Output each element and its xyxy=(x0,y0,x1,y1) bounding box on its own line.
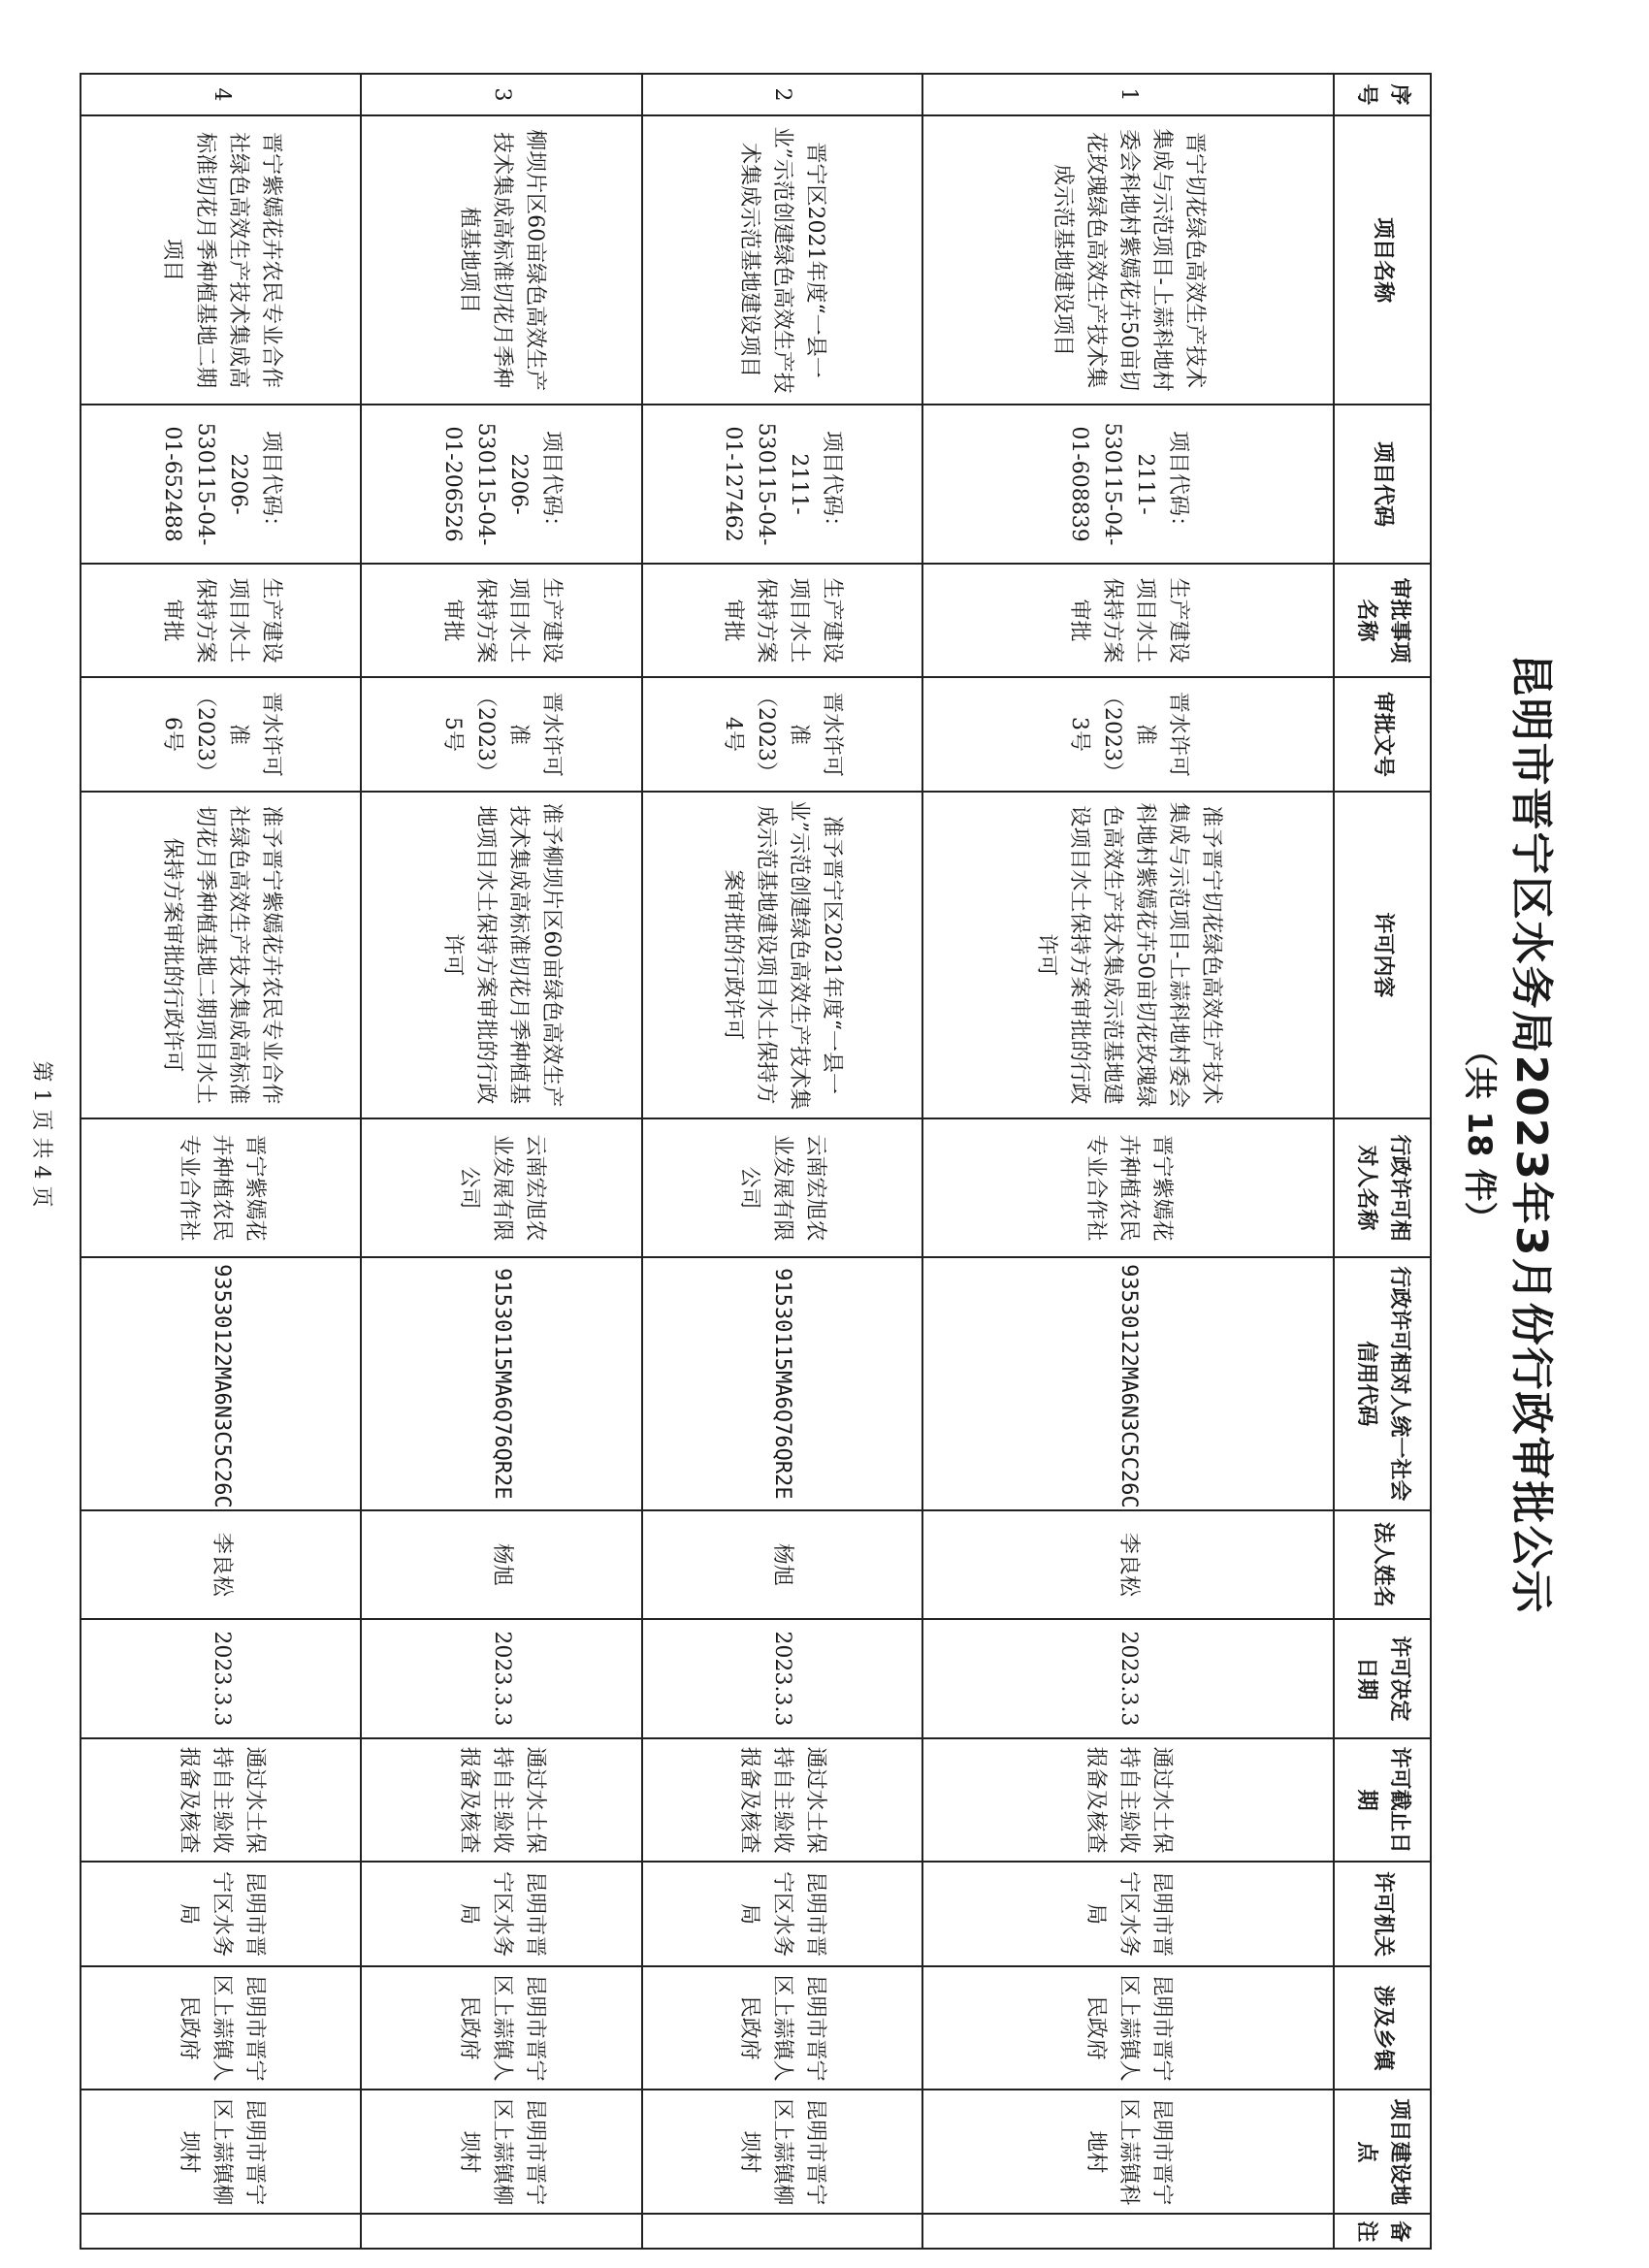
cell-site: 昆明市晋宁区上蒜镇柳坝村 xyxy=(642,2090,922,2214)
cell-note xyxy=(361,2214,641,2249)
cell-note xyxy=(81,2214,361,2249)
cell-party-name: 云南宏旭农业发展有限公司 xyxy=(361,1118,641,1257)
cell-project-code: 项目代码：2111-530115-04-01-608839 xyxy=(922,405,1334,564)
cell-legal-person: 李良松 xyxy=(81,1510,361,1619)
approval-table xyxy=(80,73,1432,2250)
cell-township: 昆明市晋宁区上蒜镇人民政府 xyxy=(642,1966,922,2090)
cell-township: 昆明市晋宁区上蒜镇人民政府 xyxy=(361,1966,641,2090)
col-header-org: 许可机关 xyxy=(1334,1862,1431,1965)
table-row xyxy=(922,74,1334,2249)
cell-approval-item: 生产建设项目水土保持方案审批 xyxy=(81,564,361,678)
table-row xyxy=(81,74,361,2249)
cell-authority: 昆明市晋宁区水务局 xyxy=(642,1862,922,1965)
cell-deadline: 通过水土保持自主验收报备及核查 xyxy=(81,1738,361,1863)
cell-authority: 昆明市晋宁区水务局 xyxy=(81,1862,361,1965)
cell-project-code: 项目代码：2206-530115-04-01-206526 xyxy=(361,405,641,564)
cell-authority: 昆明市晋宁区水务局 xyxy=(361,1862,641,1965)
col-header-date: 许可决定日期 xyxy=(1334,1619,1431,1738)
cell-township: 昆明市晋宁区上蒜镇人民政府 xyxy=(922,1966,1334,2090)
cell-no: 1 xyxy=(922,74,1334,115)
page-footer: 第 1 页 共 4 页 xyxy=(29,1060,53,1208)
cell-township: 昆明市晋宁区上蒜镇人民政府 xyxy=(81,1966,361,2090)
cell-credit-code: 93530122MA6N3C5C26C xyxy=(922,1257,1334,1510)
table-row xyxy=(361,74,641,2249)
cell-approval-doc: 晋水许可准（2023）4号 xyxy=(642,677,922,792)
cell-legal-person: 杨旭 xyxy=(642,1510,922,1619)
col-header-site: 项目建设地点 xyxy=(1334,2090,1431,2214)
col-header-deadline: 许可截止日期 xyxy=(1334,1738,1431,1863)
cell-authority: 昆明市晋宁区水务局 xyxy=(922,1862,1334,1965)
col-header-no: 序号 xyxy=(1334,74,1431,115)
cell-deadline: 通过水土保持自主验收报备及核查 xyxy=(361,1738,641,1863)
cell-note xyxy=(922,2214,1334,2249)
cell-approval-doc: 晋水许可准（2023）5号 xyxy=(361,677,641,792)
cell-no: 3 xyxy=(361,74,641,115)
cell-approval-item: 生产建设项目水土保持方案审批 xyxy=(642,564,922,678)
header-row xyxy=(1334,74,1431,2249)
cell-legal-person: 杨旭 xyxy=(361,1510,641,1619)
col-header-content: 许可内容 xyxy=(1334,792,1431,1118)
cell-deadline: 通过水土保持自主验收报备及核查 xyxy=(922,1738,1334,1863)
cell-site: 昆明市晋宁区上蒜镇科地村 xyxy=(922,2090,1334,2214)
cell-project-name: 晋宁区2021年度“一县一业”示范创建绿色高效生产技术集成示范基地建设项目 xyxy=(642,115,922,405)
cell-project-name: 晋宁切花绿色高效生产技术集成与示范项目-上蒜科地村委会科地村紫嫣花卉50亩切花玫瑰绿色高效生产技术集成示范基地建设项目 xyxy=(922,115,1334,405)
cell-approval-doc: 晋水许可准（2023）6号 xyxy=(81,677,361,792)
cell-credit-code: 93530122MA6N3C5C26C xyxy=(81,1257,361,1510)
cell-permit-content: 准予晋宁切花绿色高效生产技术集成与示范项目-上蒜科地村委会科地村紫嫣花卉50亩切花玫瑰绿色高效生产技术集成示范基地建设项目水土保持方案审批的行政许可 xyxy=(922,792,1334,1118)
cell-decision-date: 2023.3.3 xyxy=(361,1619,641,1738)
cell-party-name: 晋宁紫嫣花卉种植农民专业合作社 xyxy=(922,1118,1334,1257)
cell-project-code: 项目代码：2111-530115-04-01-127462 xyxy=(642,405,922,564)
cell-approval-item: 生产建设项目水土保持方案审批 xyxy=(361,564,641,678)
cell-approval-item: 生产建设项目水土保持方案审批 xyxy=(922,564,1334,678)
cell-permit-content: 准予晋宁区2021年度“一县一业”示范创建绿色高效生产技术集成示范基地建设项目水土保持方案审批的行政许可 xyxy=(642,792,922,1118)
cell-deadline: 通过水土保持自主验收报备及核查 xyxy=(642,1738,922,1863)
cell-project-name: 柳坝片区60亩绿色高效生产技术集成高标准切花月季种植基地项目 xyxy=(361,115,641,405)
col-header-credit: 行政许可相对人统一社会信用代码 xyxy=(1334,1257,1431,1510)
cell-no: 2 xyxy=(642,74,922,115)
cell-project-name: 晋宁紫嫣花卉农民专业合作社绿色高效生产技术集成高标准切花月季种植基地二期项目 xyxy=(81,115,361,405)
cell-no: 4 xyxy=(81,74,361,115)
col-header-code: 项目代码 xyxy=(1334,405,1431,564)
cell-approval-doc: 晋水许可准（2023）3号 xyxy=(922,677,1334,792)
page-subtitle: （共 18 件） xyxy=(1460,1033,1499,1235)
cell-decision-date: 2023.3.3 xyxy=(922,1619,1334,1738)
col-header-item: 审批事项名称 xyxy=(1334,564,1431,678)
col-header-town: 涉及乡镇 xyxy=(1334,1966,1431,2090)
col-header-name: 项目名称 xyxy=(1334,115,1431,405)
table-row xyxy=(642,74,922,2249)
cell-decision-date: 2023.3.3 xyxy=(81,1619,361,1738)
cell-decision-date: 2023.3.3 xyxy=(642,1619,922,1738)
cell-permit-content: 准予柳坝片区60亩绿色高效生产技术集成高标准切花月季种植基地项目水土保持方案审批的行政许可 xyxy=(361,792,641,1118)
col-header-legal: 法人姓名 xyxy=(1334,1510,1431,1619)
cell-project-code: 项目代码：2206-530115-04-01-652488 xyxy=(81,405,361,564)
cell-party-name: 晋宁紫嫣花卉种植农民专业合作社 xyxy=(81,1118,361,1257)
cell-credit-code: 91530115MA6Q76QR2E xyxy=(642,1257,922,1510)
cell-legal-person: 李良松 xyxy=(922,1510,1334,1619)
page-title: 昆明市晋宁区水务局2023年3月份行政审批公示 xyxy=(1506,653,1556,1615)
col-header-doc: 审批文号 xyxy=(1334,677,1431,792)
cell-party-name: 云南宏旭农业发展有限公司 xyxy=(642,1118,922,1257)
cell-site: 昆明市晋宁区上蒜镇柳坝村 xyxy=(81,2090,361,2214)
cell-note xyxy=(642,2214,922,2249)
col-header-note: 备注 xyxy=(1334,2214,1431,2249)
cell-permit-content: 准予晋宁紫嫣花卉农民专业合作社绿色高效生产技术集成高标准切花月季种植基地二期项目水土保持方案审批的行政许可 xyxy=(81,792,361,1118)
cell-site: 昆明市晋宁区上蒜镇柳坝村 xyxy=(361,2090,641,2214)
col-header-party: 行政许可相对人名称 xyxy=(1334,1118,1431,1257)
cell-credit-code: 91530115MA6Q76QR2E xyxy=(361,1257,641,1510)
